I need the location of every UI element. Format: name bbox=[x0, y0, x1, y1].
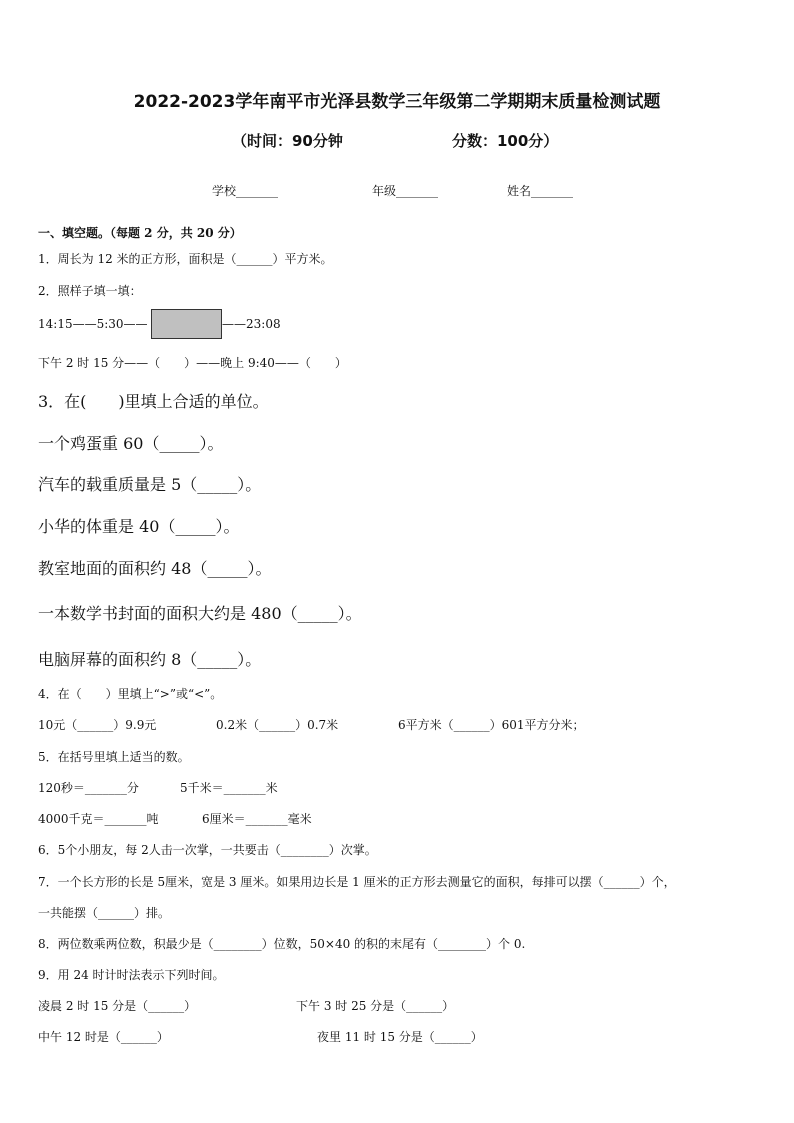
question-4-prompt: 4．在（ ）里填上“>”或“<”。 bbox=[38, 687, 223, 701]
question-3-item: 电脑屏幕的面积约 8（_____）。 bbox=[38, 650, 262, 669]
question-7-line2: 一共能摆（______）排。 bbox=[38, 906, 171, 920]
question-6: 6．5个小朋友，每 2人击一次掌，一共要击（________）次掌。 bbox=[38, 843, 377, 857]
grade-field: 年级_______ bbox=[372, 184, 439, 198]
question-9-c: 中午 12 时是（______） bbox=[38, 1030, 169, 1044]
question-4-c: 6平方米（______）601平方分米； bbox=[398, 718, 585, 732]
score-info: 分数：100分） bbox=[452, 132, 559, 150]
question-5-a: 120秒＝_______分 bbox=[38, 781, 139, 795]
question-3-item: 一本数学书封面的面积大约是 480（_____）。 bbox=[38, 604, 362, 623]
question-2-sequence-left: 14:15——5:30—— bbox=[38, 317, 148, 331]
question-5-prompt: 5．在括号里填上适当的数。 bbox=[38, 750, 190, 764]
name-field: 姓名_______ bbox=[507, 184, 574, 198]
question-2-sequence-right: ——23:08 bbox=[222, 317, 281, 331]
page-title: 2022-2023学年南平市光泽县数学三年级第二学期期末质量检测试题 bbox=[133, 92, 661, 112]
example-gray-box bbox=[151, 309, 222, 339]
question-3-item: 教室地面的面积约 48（_____）。 bbox=[38, 559, 272, 578]
question-3-item: 小华的体重是 40（_____）。 bbox=[38, 517, 240, 536]
section-heading: 一、填空题。（每题 2 分，共 20 分） bbox=[38, 226, 242, 240]
question-1: 1．周长为 12 米的正方形，面积是（______）平方米。 bbox=[38, 252, 333, 266]
question-4-b: 0.2米（______）0.7米 bbox=[216, 718, 339, 732]
question-5-d: 6厘米＝_______毫米 bbox=[202, 812, 312, 826]
question-9-prompt: 9．用 24 时计时法表示下列时间。 bbox=[38, 968, 225, 982]
question-2-prompt: 2．照样子填一填： bbox=[38, 284, 142, 298]
time-info: （时间：90分钟 bbox=[232, 132, 343, 150]
question-5-b: 5千米＝_______米 bbox=[180, 781, 278, 795]
question-9-a: 凌晨 2 时 15 分是（______） bbox=[38, 999, 197, 1013]
question-9-d: 夜里 11 时 15 分是（______） bbox=[317, 1030, 483, 1044]
school-field: 学校_______ bbox=[212, 184, 279, 198]
question-7-line1: 7．一个长方形的长是 5厘米，宽是 3 厘米。如果用边长是 1 厘米的正方形去测量它的面积，每排可以摆（______）个， bbox=[38, 875, 676, 889]
question-3-item: 汽车的载重质量是 5（_____）。 bbox=[38, 475, 262, 494]
question-3-item: 一个鸡蛋重 60（_____）。 bbox=[38, 434, 224, 453]
question-2-line2: 下午 2 时 15 分——（ ）——晚上 9:40——（ ） bbox=[38, 356, 347, 370]
question-3-prompt: 3．在( )里填上合适的单位。 bbox=[38, 392, 269, 411]
question-5-c: 4000千克＝_______吨 bbox=[38, 812, 159, 826]
question-9-b: 下午 3 时 25 分是（______） bbox=[296, 999, 455, 1013]
question-8: 8．两位数乘两位数，积最少是（________）位数，50×40 的积的末尾有（________）个 0. bbox=[38, 937, 526, 951]
question-4-a: 10元（______）9.9元 bbox=[38, 718, 157, 732]
